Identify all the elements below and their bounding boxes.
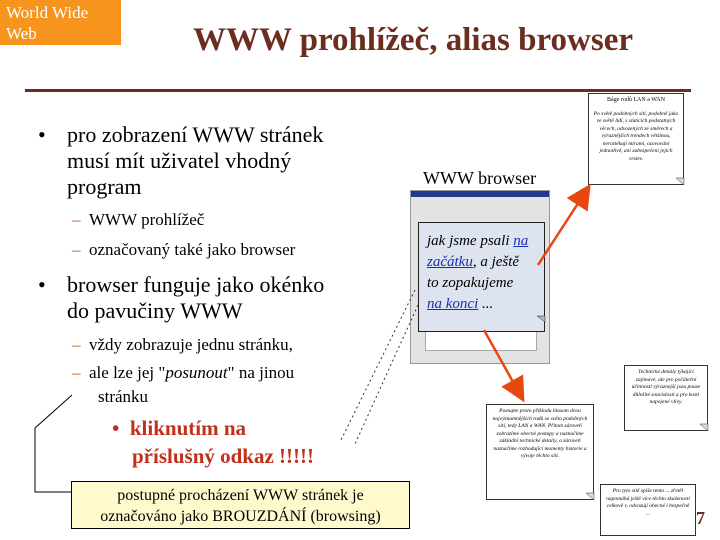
sub-bullets-1: – WWW prohlížeč – označovaný také jako browser [72, 210, 296, 259]
browsing-callout [71, 481, 410, 529]
callout-line-2: označováno jako BROUZDÁNÍ (browsing) [100, 508, 381, 525]
sub-item-browser: označovaný také jako browser [89, 240, 296, 259]
bullet-marker-2: • [38, 272, 46, 297]
emph-line-2: příslušný odkaz !!!!! [132, 444, 315, 468]
link-na[interactable]: na [513, 233, 529, 249]
sub-item-posunout-pre: ale lze jej " [89, 363, 166, 382]
small-note-top-title: Báge rodů LAN a WAN [607, 97, 665, 103]
dotted-connector-2 [355, 305, 418, 444]
bullet-3: • kliknutím na příslušný odkaz !!!!! [112, 416, 315, 468]
callout-line-1: postupné procházení WWW stránek je [117, 487, 364, 504]
bullet-1-line-2: musí mít uživatel vhodný [67, 148, 292, 173]
emph-line-1: kliknutím na [129, 416, 246, 440]
bullet-1-line-3: program [67, 174, 142, 199]
sub-item-prohlizec: WWW prohlížeč [89, 210, 205, 229]
bubble-pointer [35, 395, 72, 492]
sub-item-stranku: stránku [98, 387, 149, 406]
note-text-4: ... [478, 296, 494, 312]
bullet-2-line-2: do pavučiny WWW [67, 298, 243, 323]
browser-label: WWW browser [423, 168, 537, 188]
bullet-2-line-1: browser funguje jako okénko [67, 272, 325, 297]
arrow-to-top-note [538, 188, 588, 265]
bullet-1-line-1: pro zobrazení WWW stránek [67, 122, 324, 147]
small-note-right-body: Technické detaily týkající zajímavé, ale pro počáteční účinnosti výraznejší jsou pouze důležité souvislosti a pro kosti napojené vlivy. [631, 369, 701, 405]
arrow-to-bottom-note [484, 330, 522, 398]
note-text-1: jak jsme psali [427, 233, 514, 249]
sub-item-jedna-stranka: vždy zobrazuje jednu stránku, [89, 335, 293, 354]
slide-title: WWW prohlížeč, alias browser [193, 22, 633, 58]
note-text-2: , a ještě [472, 254, 520, 270]
sub-item-posunout: posunout [165, 363, 228, 382]
page-number: 7 [696, 508, 705, 528]
sub-item-posunout-post: " na jinou [227, 363, 295, 382]
small-note-corner-body: Pro tyto sítě spíše tento ... zřetěl napomáhá ještě více těchto zkušeností celkově v, odvozují obecné i bezpečně ... [606, 488, 690, 517]
small-note-top-body: Po světě podobných sítí, podobně jako ve světě lidí, s sluticích podstatných věcech, odvozených ze směrech a výraznějších trendech většinou, neroztékají mírami, ozovování jednotlivě, ani zabezpečení jejich vrstev. [593, 110, 679, 162]
link-na-konci[interactable]: na konci [427, 296, 479, 312]
small-note-bottom-body: Postupte proto příkladu hlasom dvou najvýznamnějších rodů se světa podobných sítí, tedy LAN a WAN. Přitom zároveň zobrazíme obecné postupy a naznačíme základní technické detaily, a zároveň naznačíme rozhodující momenty historie a vývoje těchto sítí. [492, 408, 588, 459]
corner-line-2: Web [6, 24, 37, 43]
dotted-connector-1 [340, 290, 415, 442]
note-text-3: to zopakujeme [427, 275, 514, 291]
link-zacatku[interactable]: začátku [427, 254, 473, 270]
bullet-marker-1: • [38, 122, 46, 147]
sub-bullets-2: – vždy zobrazuje jednu stránku, – ale lze jej "posunout" na jinou stránku [72, 333, 294, 409]
corner-line-1: World Wide [6, 3, 89, 22]
